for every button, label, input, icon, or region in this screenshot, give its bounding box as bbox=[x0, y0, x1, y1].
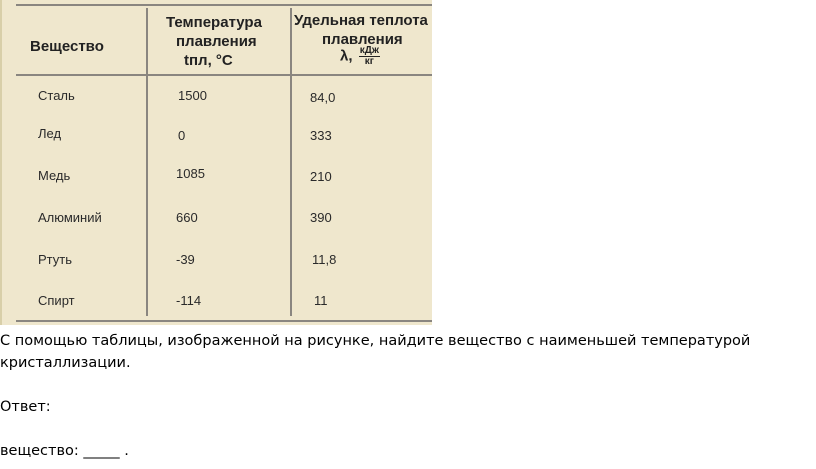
cell-heat: 11,8 bbox=[312, 252, 337, 267]
unit-fraction bbox=[359, 46, 380, 67]
question-block bbox=[0, 330, 816, 462]
unit-numerator: кДж bbox=[359, 45, 379, 56]
answer-line: вещество: _____ . bbox=[0, 443, 129, 459]
header-temp-line2: плавления bbox=[176, 33, 257, 50]
column-divider bbox=[290, 8, 292, 316]
cell-substance: Лед bbox=[38, 126, 62, 141]
cell-temp: -114 bbox=[176, 293, 202, 308]
cell-substance: Ртуть bbox=[38, 252, 72, 267]
cell-heat: 11 bbox=[314, 293, 328, 308]
unit-denominator: кг bbox=[364, 56, 374, 67]
cell-temp: 0 bbox=[178, 128, 186, 143]
question-text: С помощью таблицы, изображенной на рисунке, найдите вещество с наименьшей температурой кристаллизации. bbox=[0, 333, 751, 371]
answer-label: Ответ: bbox=[0, 399, 51, 415]
lambda-symbol: λ, bbox=[340, 47, 353, 65]
header-heat-line2: плавления bbox=[322, 31, 403, 48]
cell-temp: 1500 bbox=[178, 88, 207, 103]
cell-heat: 84,0 bbox=[310, 90, 336, 105]
header-heat-unit bbox=[340, 46, 380, 67]
cell-substance: Алюминий bbox=[38, 210, 102, 225]
cell-substance: Спирт bbox=[38, 293, 75, 308]
cell-temp: -39 bbox=[176, 252, 195, 267]
cell-substance: Медь bbox=[38, 168, 71, 183]
cell-temp: 1085 bbox=[176, 166, 205, 181]
column-divider bbox=[146, 8, 148, 316]
cell-heat: 210 bbox=[310, 169, 332, 184]
table-image bbox=[0, 0, 432, 325]
cell-heat: 333 bbox=[310, 128, 332, 143]
header-divider bbox=[16, 74, 432, 76]
header-temp-unit: tпл, °C bbox=[184, 52, 233, 69]
header-temp-line1: Температура bbox=[166, 14, 262, 31]
header-heat-line1: Удельная теплота bbox=[294, 12, 428, 29]
cell-temp: 660 bbox=[176, 210, 198, 225]
melting-table bbox=[16, 4, 432, 322]
header-substance: Вещество bbox=[30, 38, 104, 55]
cell-substance: Сталь bbox=[38, 88, 75, 103]
cell-heat: 390 bbox=[310, 210, 332, 225]
